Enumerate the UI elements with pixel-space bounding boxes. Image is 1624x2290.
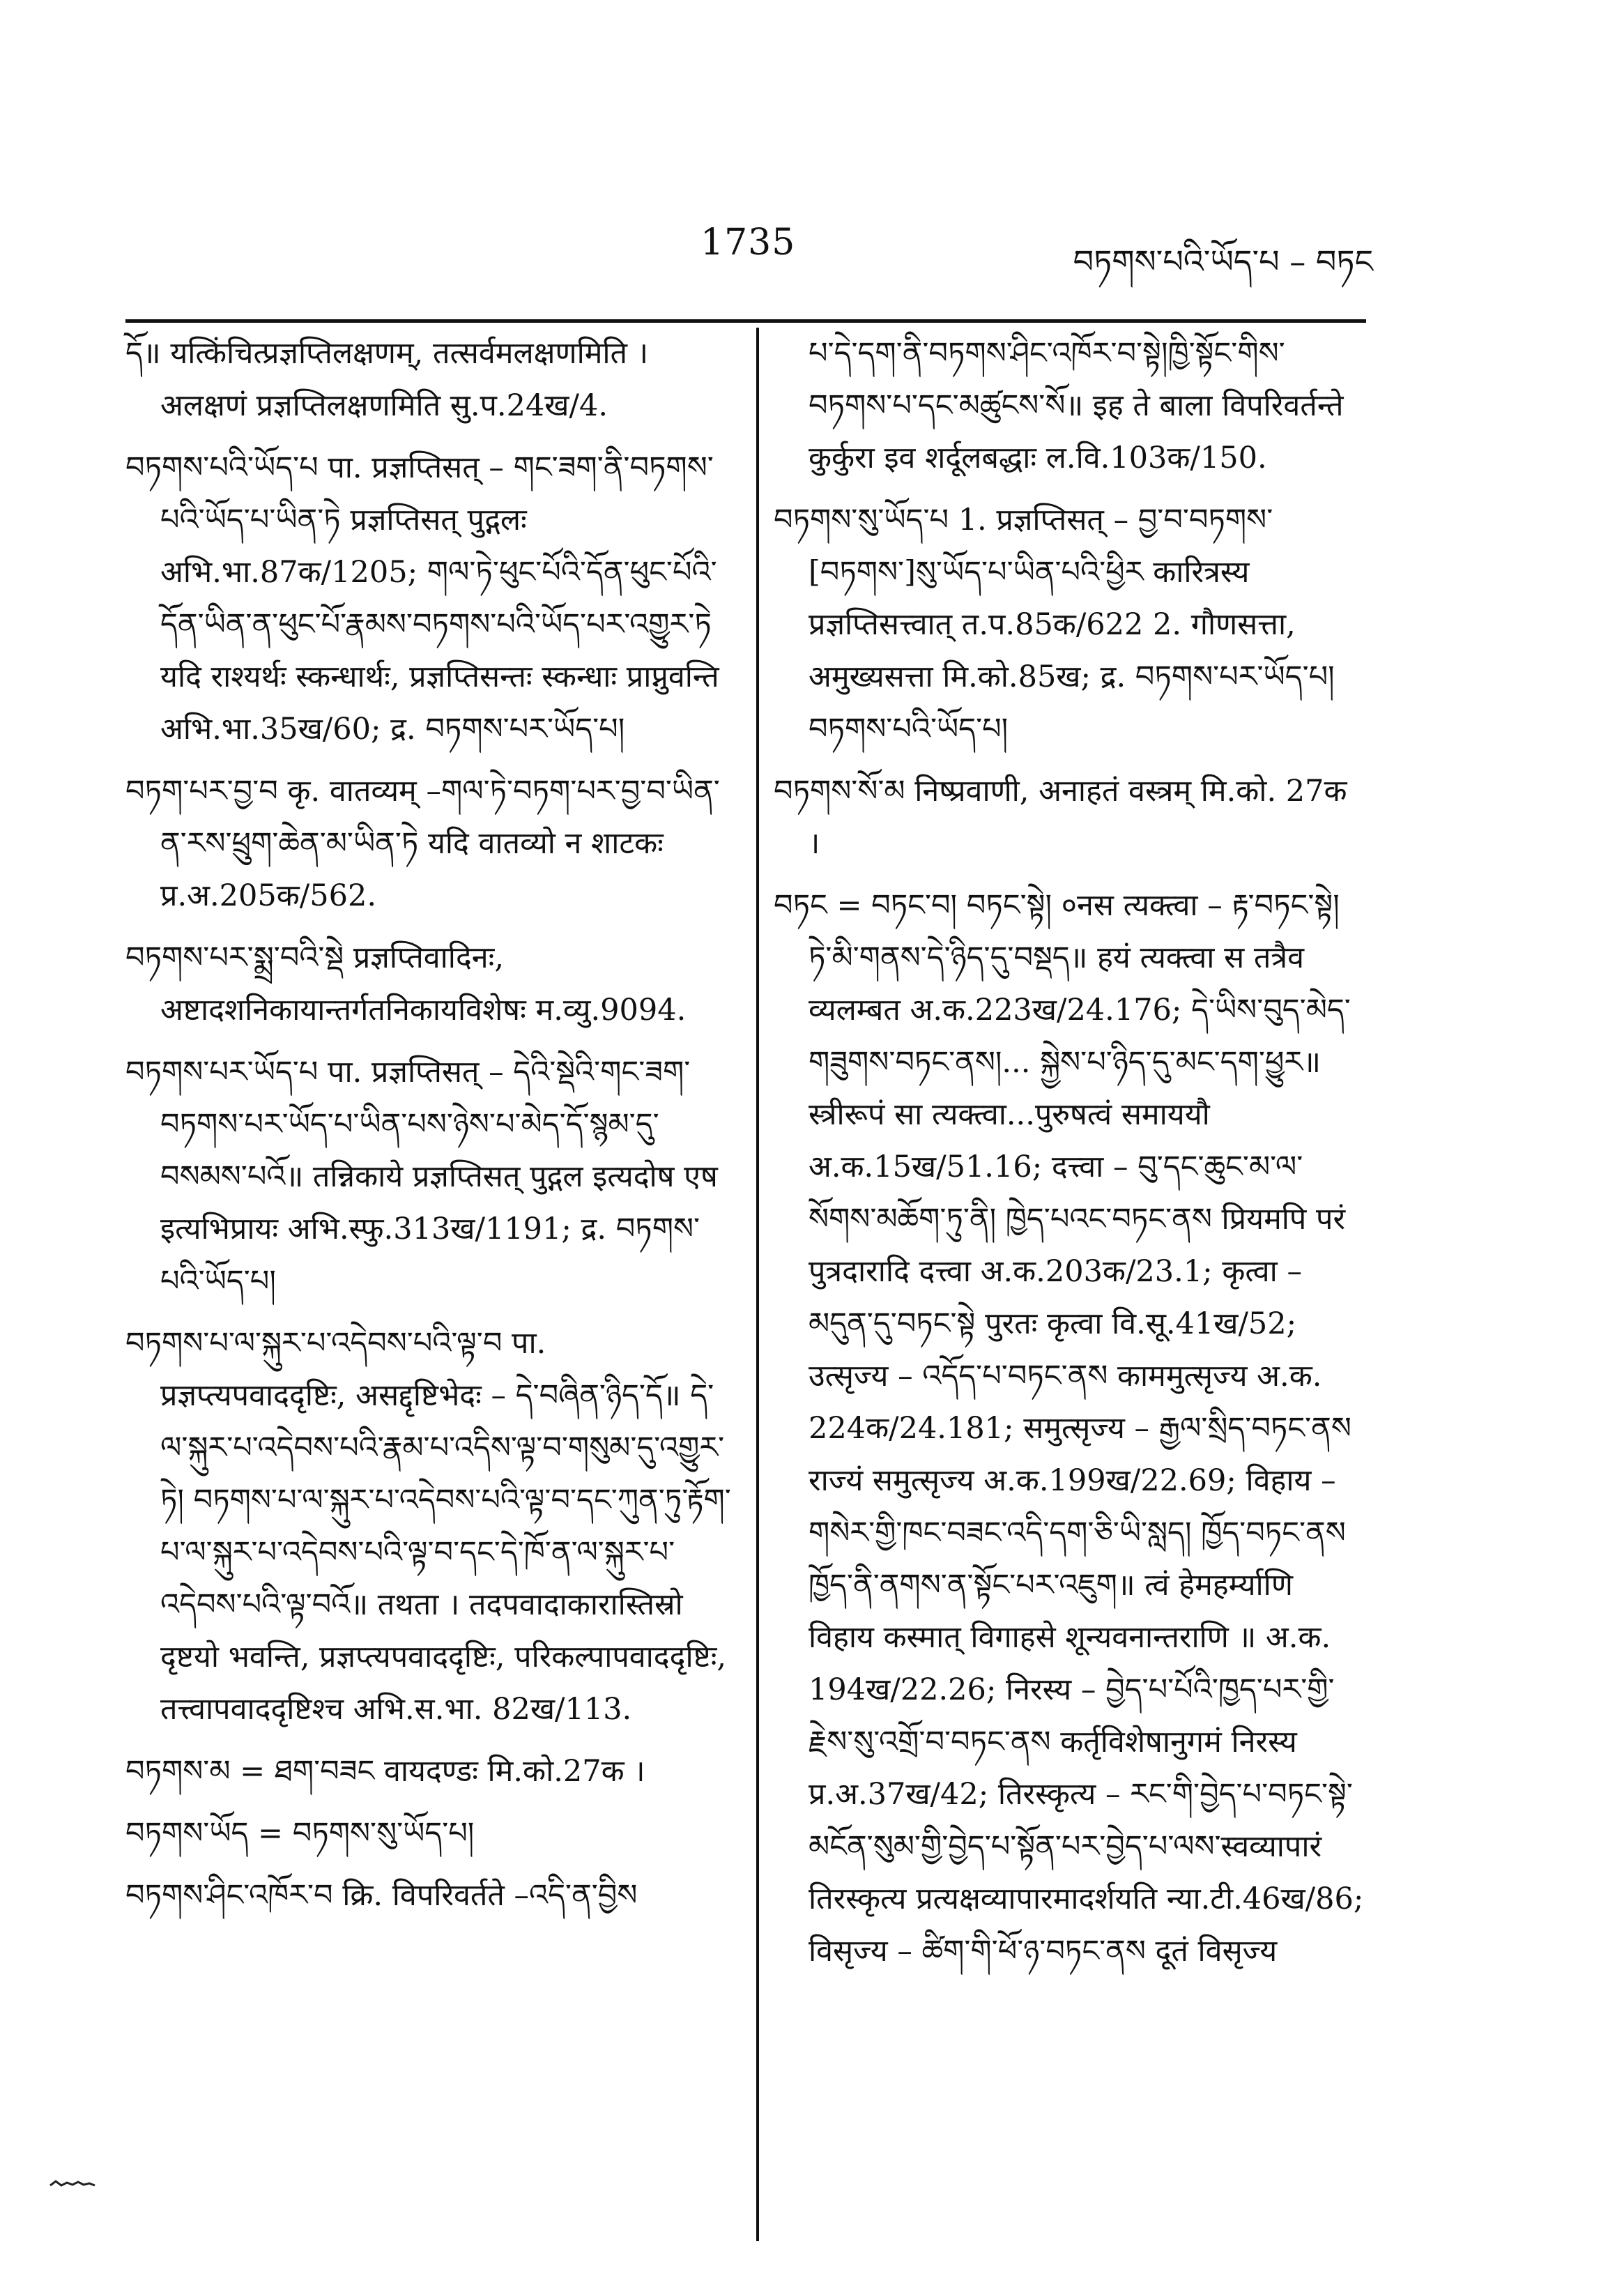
- entry: བཏགས་པ་ལ་སྐུར་པ་འདེབས་པའི་ལྟ་བ पा. प्रज्ञप्त्यपवाददृष्टिः, असद्दृष्टिभेदः – དེ་བཞིན་ཉིད་དོ॥ དེ་ལ་སྐུར་པ་འདེབས་པའི་རྣམ་པ་འདིས་ལྟ་བ་གསུམ་དུ་འགྱུར་ཏེ། བཏགས་པ་ལ་སྐུར་པ་འདེབས་པའི་ལྟ་བ་དང་ཀུན་ཏུ་རྟོག་པ་ལ་སྐུར་པ་འདེབས་པའི་ལྟ་བ་དང་དེ་ཁོ་ན་ལ་སྐུར་པ་འདེབས་པའི་ལྟ་བའོ॥ तथता । तदपवादाकारास्तिस्रो दृष्टयो भवन्ति, प्रज्ञप्त्यपवाददृष्टिः, परिकल्पापवाददृष्टिः, तत्त्वापवाददृष्टिश्च अभि.स.भा. 82ख/113.: [125, 1326, 731, 1727]
- entry: བཏགས་སུ་ཡོད་པ 1. प्रज्ञप्तिसत् – བྱ་བ་བཏགས་[བཏགས་]སུ་ཡོད་པ་ཡིན་པའི་ཕྱིར कारित्रस्य प्रज्ञप्तिसत्त्वात् त.प.85क/622 2. गौणसत्ता, अमुख्यसत्ता मि.को.85ख; द्र. བཏགས་པར་ཡོད་པ། བཏགས་པའི་ཡོད་པ།: [774, 503, 1335, 747]
- scan-artifact: [49, 2178, 98, 2188]
- page-number: 1735: [700, 222, 796, 264]
- entry: བཏགས་པར་སྨྲ་བའི་སྡེ प्रज्ञप्तिवादिनः, अष्टादशनिकायान्तर्गतनिकायविशेषः म.व्यु.9094.: [125, 940, 687, 1028]
- running-head: བཏགས་པའི་ཡོད་པ – བཏང: [1073, 243, 1373, 280]
- entry: བཏགས་སོ་མ निष्प्रवाणी, अनाहतं वस्त्रम् मि.को. 27क ।: [774, 774, 1347, 861]
- entry: བཏགས་མ = ཐག་བཟང वायदण्डः मि.को.27क ।: [125, 1754, 645, 1789]
- entry: བཏང = བཏང་བ། བཏང་སྟེ། ०नस त्यक्त्वा – རྟ་བཏང་སྟེ། ཏེ་མི་གནས་དེ་ཉིད་དུ་བསྡད॥ हयं त्यक्त्वा स तत्रैव व्यलम्बत अ.क.223ख/24.176; དེ་ཡིས་བུད་མེད་གཟུགས་བཏང་ནས།... སྐྱེས་པ་ཉིད་དུ་མང་དག་ཕྱུར॥ स्त्रीरूपं सा त्यक्त्वा...पुरुषत्वं समाययौ अ.क.15ख/51.16; दत्त्वा – བུ་དང་ཆུང་མ་ལ་སོགས་མཆོག་ཏུ་ནི། ཁྱེད་པའང་བཏང་ནས प्रियमपि परं पुत्रदारादि दत्त्वा अ.क.203क/23.1; कृत्वा – མདུན་དུ་བཏང་སྟེ पुरतः कृत्वा वि.सू.41ख/52; उत्सृज्य – འདོད་པ་བཏང་ནས काममुत्सृज्य अ.क. 224क/24.181; समुत्सृज्य – རྒྱལ་སྲིད་བཏང་ནས राज्यं समुत्सृज्य अ.क.199ख/22.69; विहाय – གསེར་གྱི་ཁང་བཟང་འདི་དག་ཅི་ཡི་སླད། ཁྱོད་བཏང་ནས ཁྱོད་ནི་ནགས་ན་སྟོང་པར་འཇུག॥ त्वं हेमहर्म्याणि विहाय कस्मात् विगाहसे शून्यवनान्तराणि ॥ अ.क. 194ख/22.26; निरस्य – བྱེད་པ་པོའི་ཁྱད་པར་གྱི་རྗེས་སུ་འགྲོ་བ་བཏང་ནས कर्तृविशेषानुगमं निरस्य प्र.अ.37ख/42; तिरस्कृत्य – རང་གི་བྱེད་པ་བཏང་སྟེ་མངོན་སུམ་གྱི་བྱེད་པ་སྟོན་པར་བྱེད་པ་ལས་स्वव्यापारं तिरस्कृत्य प्रत्यक्षव्यापारमादर्शयति न्या.टी.46ख/86; विसृज्य – ཚིག་གི་ཕོ་ཉ་བཏང་ནས दूतं विसृज्य: [774, 888, 1364, 1969]
- column-divider: [756, 328, 759, 2241]
- entry: བཏགས་ཤིང་འཁོར་བ क्रि. विपरिवर्तते –འདི་ན་བྱིས: [125, 1878, 638, 1913]
- left-column: [125, 328, 739, 1932]
- right-column: [774, 328, 1366, 1987]
- scan-artifact-mark: [49, 2178, 98, 2188]
- page-header: [0, 0, 1624, 328]
- entry: བཏགས་པར་ཡོད་པ पा. प्रज्ञप्तिसत् – དེའི་སྡེའི་གང་ཟག་བཏགས་པར་ཡོད་པ་ཡིན་པས་ཉེས་པ་མེད་དོ་སྙམ་དུ་བསམས་པའོ॥ तन्निकाये प्रज्ञप्तिसत् पुद्गल इत्यदोष एष इत्यभिप्रायः अभि.स्फु.313ख/1191; द्र. བཏགས་པའི་ཡོད་པ།: [125, 1055, 718, 1299]
- header-rule: [125, 319, 1366, 323]
- entry: བཏགས་པའི་ཡོད་པ पा. प्रज्ञप्तिसत् – གང་ཟག་ནི་བཏགས་པའི་ཡོད་པ་ཡིན་ཏེ प्रज्ञप्तिसत् पुद्गलः अभि.भा.87क/1205; གལ་ཏེ་ཕུང་པོའི་དོན་ཕུང་པོའི་དོན་ཡིན་ན་ཕུང་པོ་རྣམས་བཏགས་པའི་ཡོད་པར་འགྱུར་ཏེ यदि राश्यर्थः स्कन्धार्थः, प्रज्ञप्तिसन्तः स्कन्धाः प्राप्नुवन्ति अभि.भा.35ख/60; द्र. བཏགས་པར་ཡོད་པ།: [125, 450, 719, 747]
- entry: བཏགས་ཡོད = བཏགས་སུ་ཡོད་པ།: [125, 1816, 475, 1851]
- entry-continuation: པ་དེ་དག་ནི་བཏགས་ཤིང་འཁོར་བ་སྟེ།ཁྱི་སྟོང་གིས་བཏགས་པ་དང་མཚུངས་སོ॥ इह ते बाला विपरिवर्तन्ते कुर्कुरा इव शर्दूलबद्धाः ल.वि.103क/150.: [809, 336, 1344, 475]
- entry: དོ॥ यत्किंचित्प्रज्ञप्तिलक्षणम्, तत्सर्वमलक्षणमिति । अलक्षणं प्रज्ञप्तिलक्षणमिति सु.प.24ख/4.: [125, 336, 649, 423]
- entry: བཏག་པར་བྱ་བ कृ. वातव्यम् –གལ་ཏེ་བཏག་པར་བྱ་བ་ཡིན་ན་རས་ཕྲུག་ཆེན་མ་ཡིན་ཏེ यदि वातव्यो न शाटकः प्र.अ.205क/562.: [125, 774, 720, 913]
